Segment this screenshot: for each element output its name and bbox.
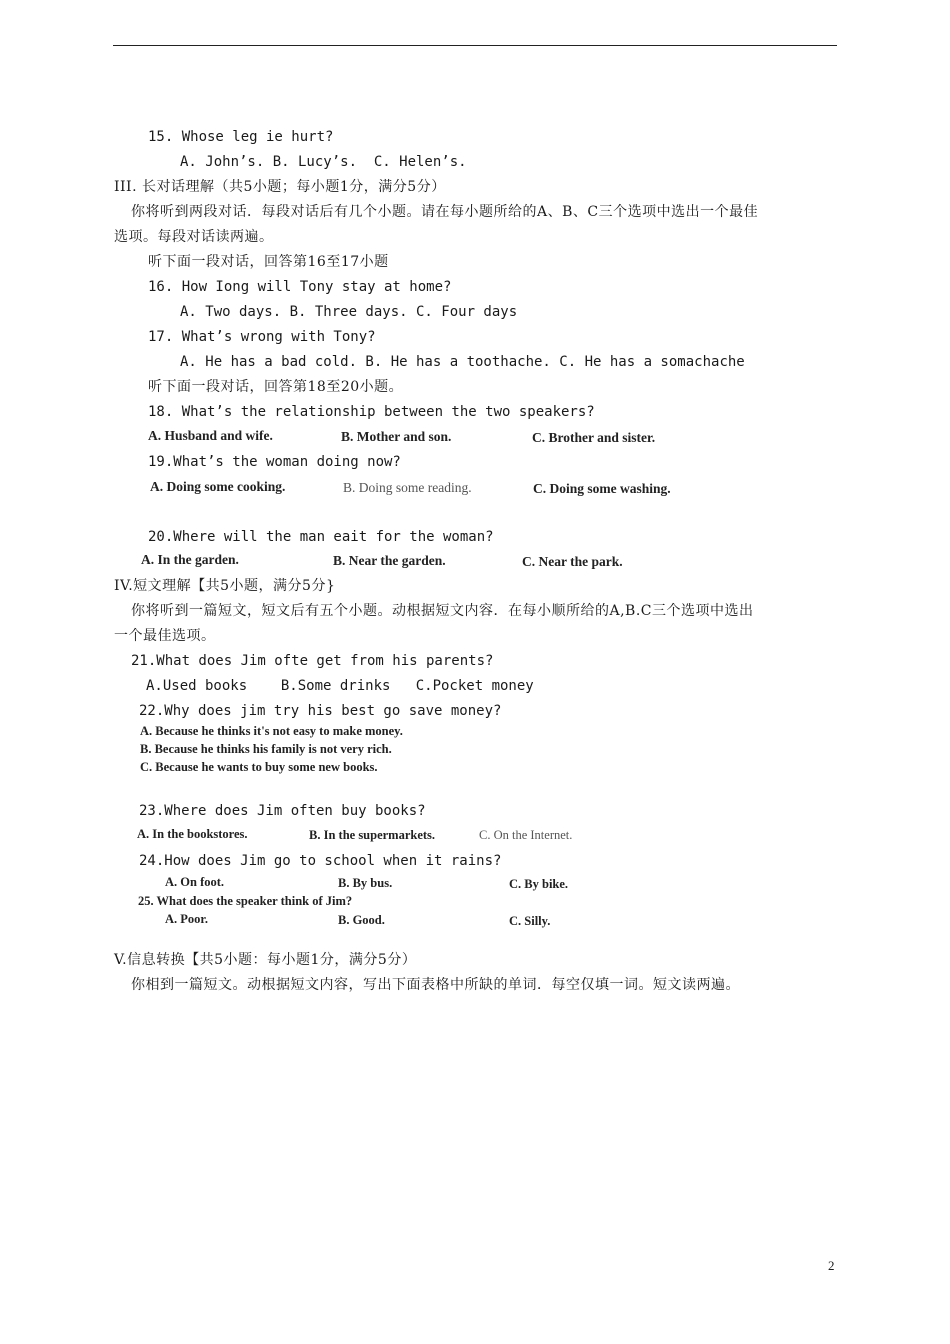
header-rule [113,45,837,46]
question-19-option-b: B. Doing some reading. [343,480,472,495]
question-16-options: A. Two days. B. Three days. C. Four days [180,304,518,320]
question-18: 18. What’s the relationship between the two speakers? [148,404,595,420]
question-22: 22.Why does jim try his best go save money? [139,703,502,719]
question-22-option-c: C. Because he wants to buy some new books. [140,760,378,774]
question-19: 19.What’s the woman doing now? [148,454,401,470]
question-22-option-a: A. Because he thinks it's not easy to make money. [140,724,403,738]
section-5-intro: 你相到一篇短文。动根据短文内容，写出下面表格中所缺的单词．每空仅填一词。短文读两遍。 [131,977,740,993]
section-3-part-1: 听下面一段对话，回答第16至17小题 [148,254,389,270]
question-21: 21.What does Jim ofte get from his parents? [131,653,494,669]
section-3-part-2: 听下面一段对话，回答第18至20小题。 [148,379,404,395]
question-16: 16. How Iong will Tony stay at home? [148,279,452,295]
question-24: 24.How does Jim go to school when it rains? [139,853,502,869]
section-3-intro-line-2: 选项。每段对话读两遍。 [114,229,274,245]
question-23-option-b: B. In the supermarkets. [309,828,436,842]
question-15-options: A. John’s. B. Lucy’s. C. Helen’s. [180,154,467,170]
question-25-option-b: B. Good. [338,913,385,927]
question-25-option-c: C. Silly. [509,914,551,928]
question-18-option-a: A. Husband and wife. [148,428,273,443]
question-22-option-b: B. Because he thinks his family is not very rich. [140,742,392,756]
question-23-option-a: A. In the bookstores. [137,827,248,841]
question-20-option-c: C. Near the park. [522,554,623,569]
question-25-option-a: A. Poor. [165,912,208,926]
question-20-option-b: B. Near the garden. [333,553,446,568]
question-24-option-b: B. By bus. [338,876,393,890]
section-5-heading: V.信息转换【共5小题：每小题1分，满分5分） [114,952,417,968]
question-25: 25. What does the speaker think of Jim? [138,894,353,908]
question-21-options: A.Used books B.Some drinks C.Pocket money [146,678,534,694]
question-19-option-a: A. Doing some cooking. [150,479,286,494]
section-4-intro-line-2: 一个最佳选项。 [114,628,216,644]
question-17: 17. What’s wrong with Tony? [148,329,376,345]
question-20: 20.Where will the man eait for the woman? [148,529,494,545]
section-4-heading: IV.短文理解【共5小题，满分5分} [114,578,336,594]
question-20-option-a: A. In the garden. [141,552,239,567]
question-24-option-c: C. By bike. [509,877,569,891]
question-23-option-c: C. On the Internet. [479,828,573,842]
section-3-heading: III. 长对话理解（共5小题；每小题1分，满分5分） [114,179,446,195]
question-24-option-a: A. On foot. [165,875,225,889]
question-23: 23.Where does Jim often buy books? [139,803,426,819]
question-17-options: A. He has a bad cold. B. He has a toothache. C. He has a somachache [180,354,745,370]
question-18-option-b: B. Mother and son. [341,429,452,444]
section-4-intro-line-1: 你将听到一篇短文，短文后有五个小题。动根据短文内容．在每小顺所给的A,B.C三个选项中选出 [131,603,754,619]
question-18-option-c: C. Brother and sister. [532,430,656,445]
page-number: 2 [828,1258,835,1273]
question-19-option-c: C. Doing some washing. [533,481,671,496]
section-3-intro-line-1: 你将听到两段对话．每段对话后有几个小题。请在每小题所给的A、B、C三个选项中选出一个最佳 [131,204,759,220]
question-15: 15. Whose leg ie hurt? [148,129,334,145]
